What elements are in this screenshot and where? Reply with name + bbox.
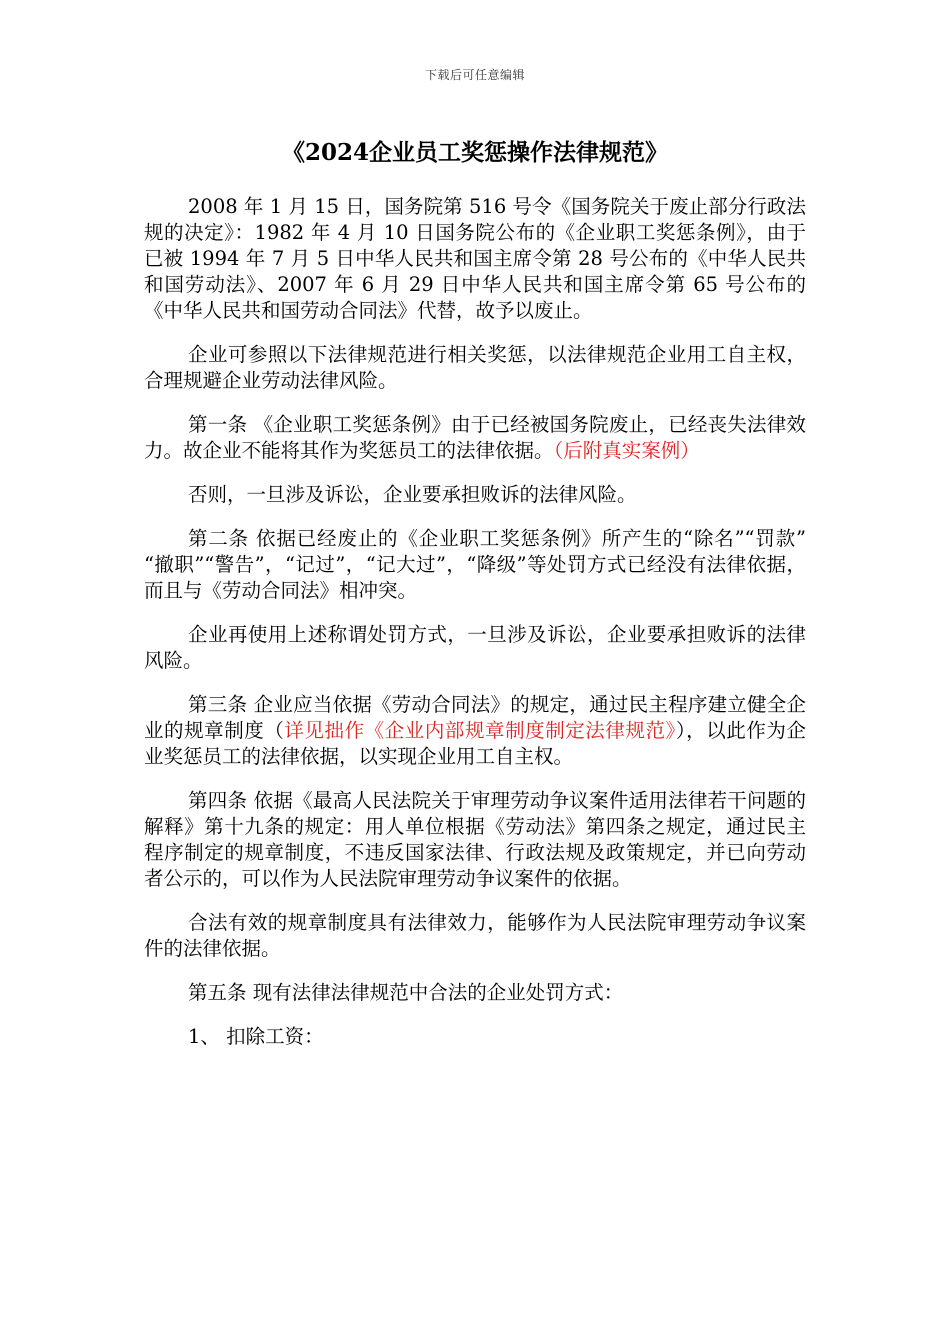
paragraph-article-4-text: 第四条 依据《最高人民法院关于审理劳动争议案件适用法律若干问题的解释》第十九条的规定：用人单位根据《劳动法》第四条之规定，通过民主程序制定的规章制度，不违反国家法律、行政法规及政策规定，并已向劳动者公示的，可以作为人民法院审理劳动争议案件的依据。 xyxy=(144,789,806,890)
list-item-1 xyxy=(144,1024,806,1050)
paragraph-4-text: 否则，一旦涉及诉讼，企业要承担败诉的法律风险。 xyxy=(188,483,637,506)
case-reference-note: （后附真实案例） xyxy=(553,439,700,462)
paragraph-article-2 xyxy=(144,526,806,604)
paragraph-article-3-text-after: ），以此作为企业奖惩员工的法律依据，以实现企业用工自主权。 xyxy=(144,719,806,768)
paragraph-article-1-text: 第一条 《企业职工奖惩条例》由于已经被国务院废止，已经丧失法律效力。故企业不能将其作为奖惩员工的法律依据。 xyxy=(144,413,806,462)
paragraph-6 xyxy=(144,622,806,674)
document-title: 《2024企业员工奖惩操作法律规范》 xyxy=(281,139,668,166)
paragraph-article-3-text: 第三条 企业应当依据《劳动合同法》的规定，通过民主程序建立健全企业的规章制度（ xyxy=(144,693,806,742)
paragraph-article-1 xyxy=(144,412,806,464)
paragraph-9 xyxy=(144,910,806,962)
paragraph-2 xyxy=(144,342,806,394)
paragraph-9-text: 合法有效的规章制度具有法律效力，能够作为人民法院审理劳动争议案件的法律依据。 xyxy=(144,911,806,960)
paragraph-4 xyxy=(144,482,806,508)
paragraph-article-5-text: 第五条 现有法律法律规范中合法的企业处罚方式： xyxy=(188,981,624,1004)
page-header-note: 下载后可任意编辑 xyxy=(424,68,525,82)
paragraph-article-5 xyxy=(144,980,806,1006)
list-item-1-text: 1、 扣除工资： xyxy=(188,1025,324,1048)
paragraph-article-4 xyxy=(144,788,806,892)
paragraph-1 xyxy=(144,194,806,324)
paragraph-2-text: 企业可参照以下法律规范进行相关奖惩，以法律规范企业用工自主权，合理规避企业劳动法律风险。 xyxy=(144,343,806,392)
paragraph-1-text: 2008 年 1 月 15 日，国务院第 516 号令《国务院关于废止部分行政法规的决定》：1982 年 4 月 10 日国务院公布的《企业职工奖惩条例》，由于已被 1994 年 7 月 5 日中华人民共和国主席令第 28 号公布的《中华人民共和国劳动法》、2007 年 6 月 29 日中华人民共和国主席令第 65 号公布的《中华人民共和国劳动合同法》代替，故予以废止。 xyxy=(144,195,806,322)
reference-note: 详见拙作《企业内部规章制度制定法律规范》 xyxy=(284,719,676,742)
document-body xyxy=(144,194,806,1068)
paragraph-6-text: 企业再使用上述称谓处罚方式，一旦涉及诉讼，企业要承担败诉的法律风险。 xyxy=(144,623,806,672)
paragraph-article-3 xyxy=(144,692,806,770)
paragraph-article-2-text: 第二条 依据已经废止的《企业职工奖惩条例》所产生的“除名”“罚款” “撤职”“警告”，“记过”，“记大过”，“降级”等处罚方式已经没有法律依据，而且与《劳动合同法》相冲突。 xyxy=(144,527,806,602)
